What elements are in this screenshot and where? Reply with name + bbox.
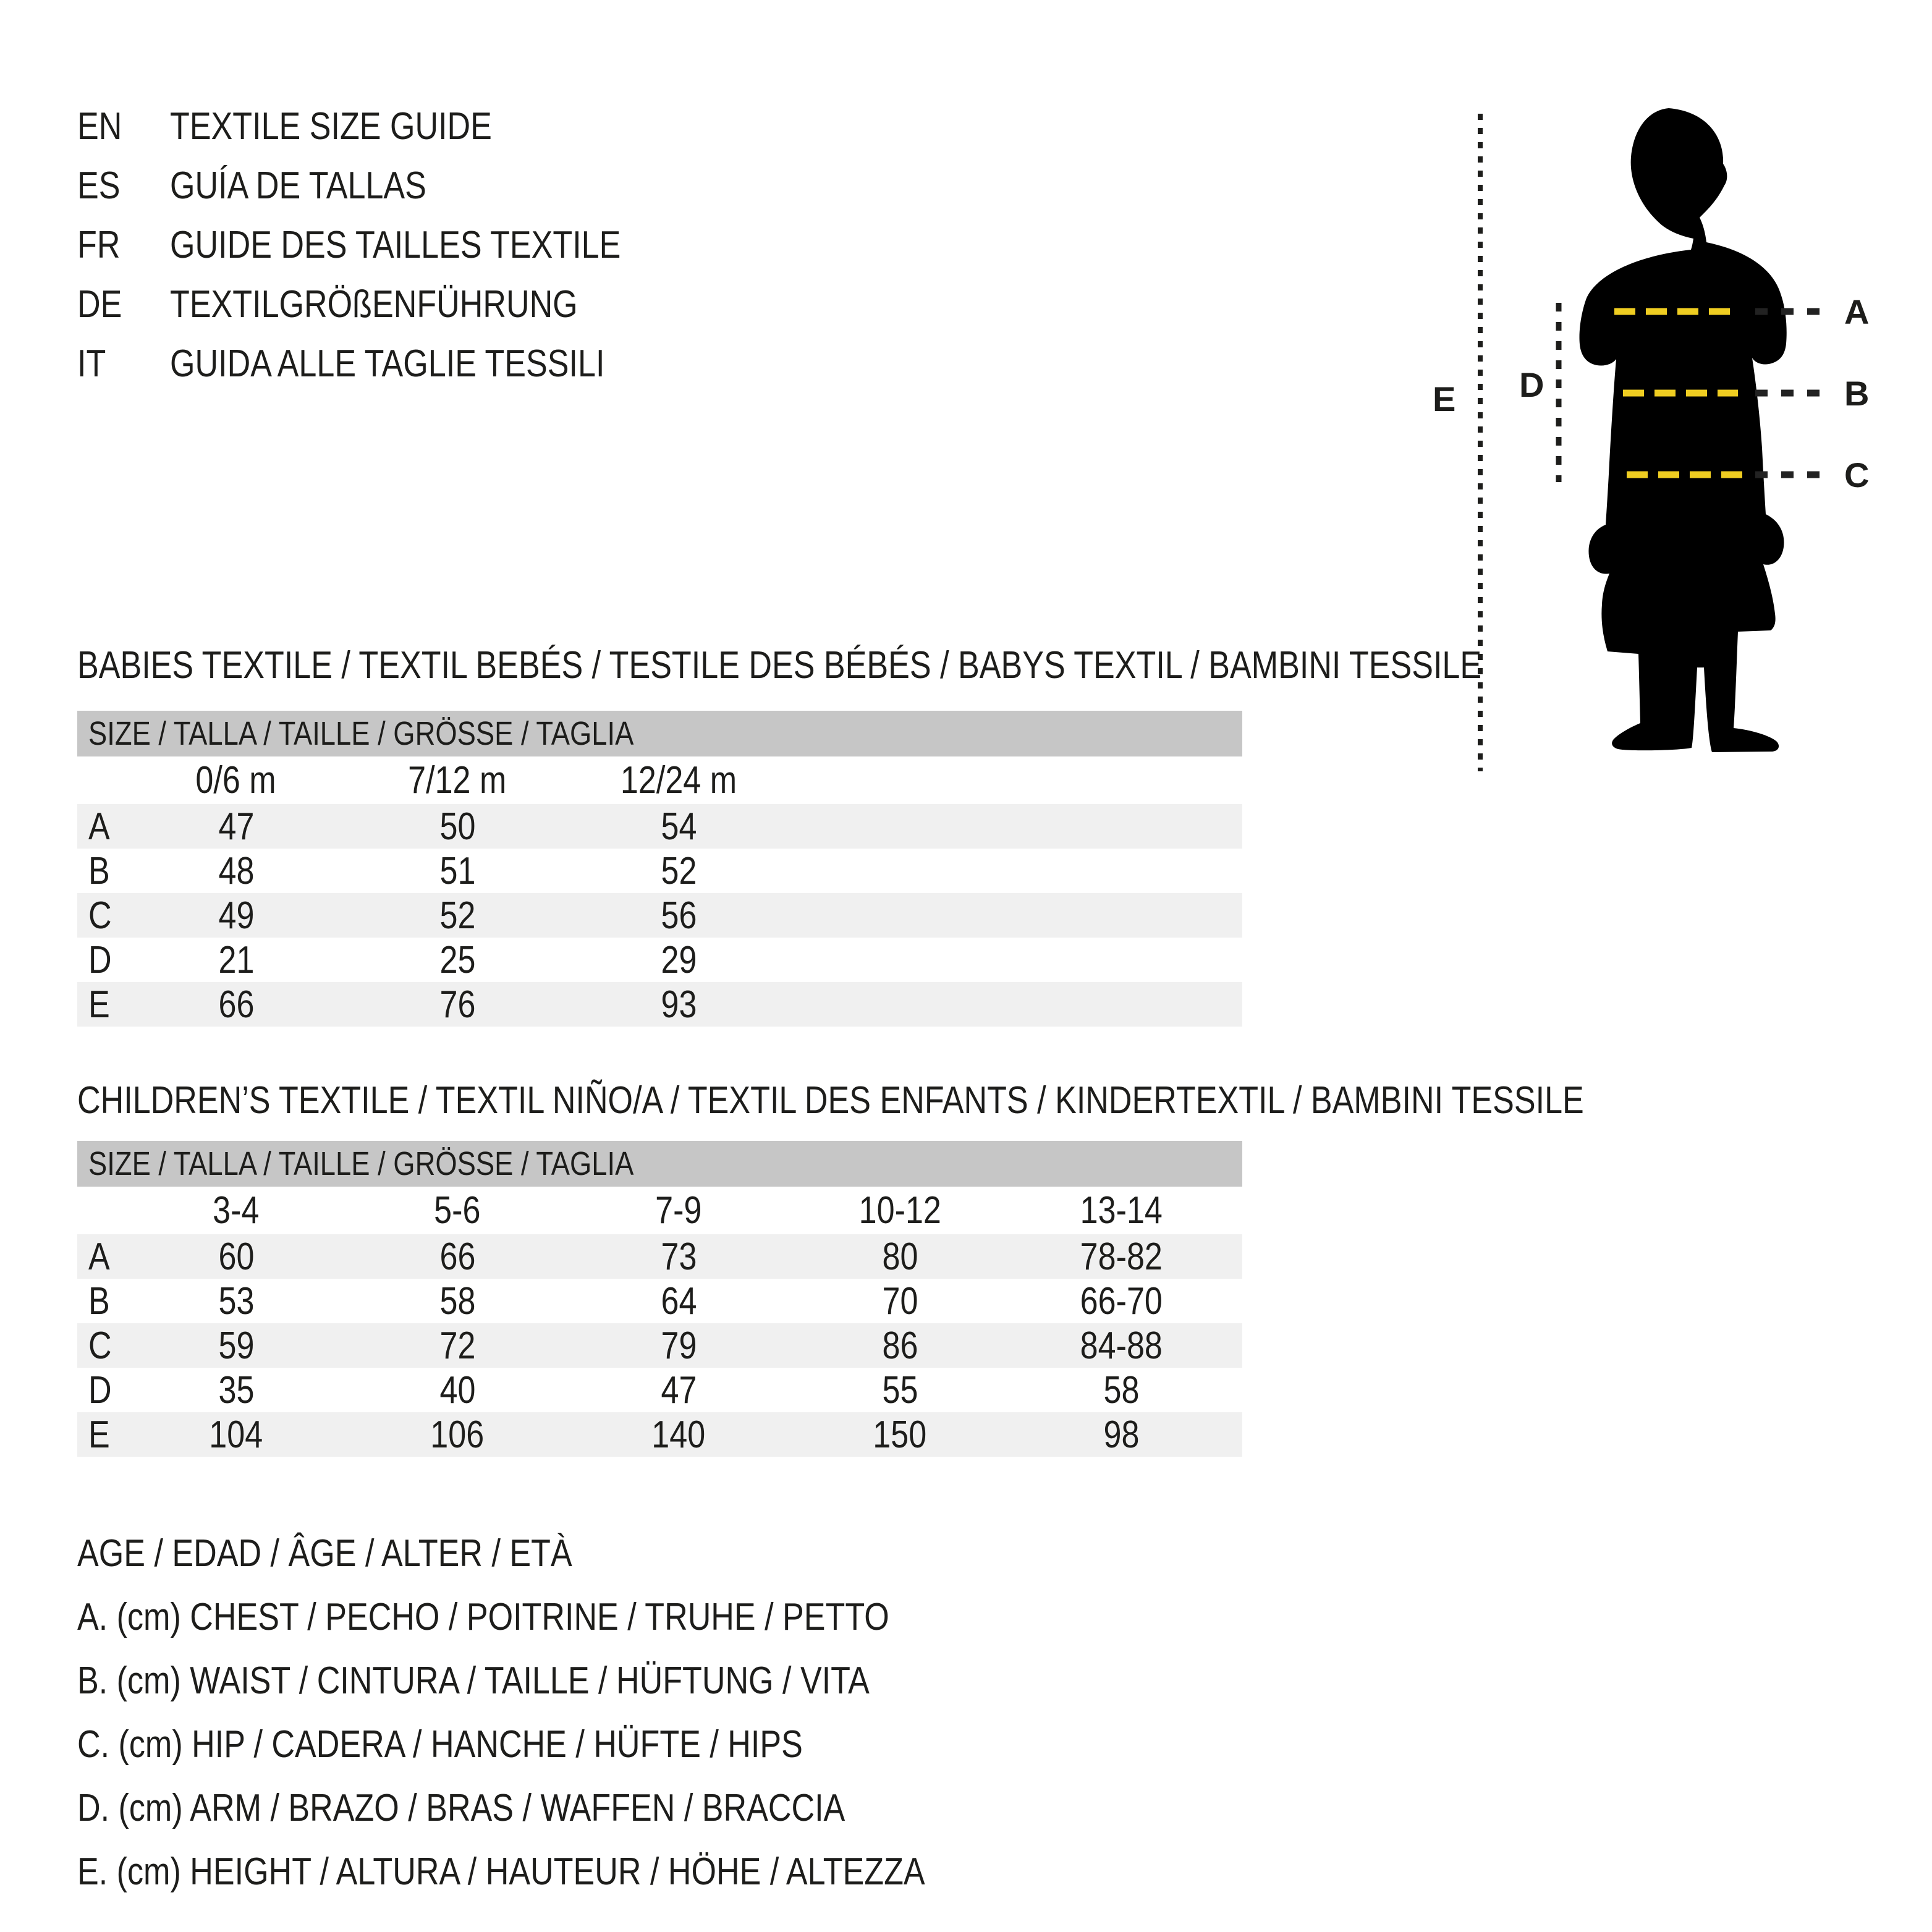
language-list	[77, 97, 706, 394]
children-col-3-4: 3-4	[213, 1189, 260, 1232]
children-column-header-row	[77, 1187, 1242, 1234]
babies-size-table	[77, 711, 1242, 1027]
legend-height: E. (cm) HEIGHT / ALTURA / HAUTEUR / HÖHE / ALTEZZA	[77, 1850, 925, 1893]
babies-col-0-6m: 0/6 m	[195, 759, 277, 802]
lang-code-fr: FR	[77, 224, 121, 266]
table-row: A 60 66 73 80 78-82	[77, 1234, 1242, 1279]
babies-size-header-bar: SIZE / TALLA / TAILLE / GRÖSSE / TAGLIA	[77, 711, 1242, 756]
table-row: D 21 25 29	[88, 938, 697, 981]
children-section-title: CHILDREN’S TEXTILE / TEXTIL NIÑO/A / TEXTIL DES ENFANTS / KINDERTEXTIL / BAMBINI TESSILE	[77, 1079, 1584, 1122]
language-row-en	[77, 97, 706, 156]
language-row-de	[77, 275, 706, 334]
table-row: B 53 58 64 70 66-70	[88, 1279, 1163, 1323]
legend-arm: D. (cm) ARM / BRAZO / BRAS / WAFFEN / BRACCIA	[77, 1787, 845, 1829]
lang-title-de: TEXTILGRÖßENFÜHRUNG	[170, 283, 578, 326]
measurement-figure	[1421, 99, 1904, 810]
waist-label: B	[1844, 374, 1870, 413]
children-size-table	[77, 1141, 1242, 1457]
lang-title-en: TEXTILE SIZE GUIDE	[170, 105, 492, 148]
table-row: A 47 50 54	[77, 804, 1242, 849]
height-label: E	[1433, 379, 1456, 418]
lang-code-it: IT	[77, 342, 106, 385]
table-row: E 66 76 93	[77, 982, 1242, 1027]
lang-title-it: GUIDA ALLE TAGLIE TESSILI	[170, 342, 605, 385]
legend-hip: C. (cm) HIP / CADERA / HANCHE / HÜFTE / HIPS	[77, 1723, 803, 1766]
chest-label: A	[1844, 292, 1870, 331]
children-col-5-6: 5-6	[434, 1189, 481, 1232]
lang-title-es: GUÍA DE TALLAS	[170, 164, 426, 207]
table-row: E 104 106 140 150 98	[77, 1412, 1242, 1457]
babies-col-12-24m: 12/24 m	[620, 759, 737, 802]
babies-section-title: BABIES TEXTILE / TEXTIL BEBÉS / TESTILE DES BÉBÉS / BABYS TEXTIL / BAMBINI TESSILE	[77, 644, 1482, 687]
children-col-7-9: 7-9	[655, 1189, 702, 1232]
babies-column-header-row	[77, 756, 1242, 804]
children-col-10-12: 10-12	[858, 1189, 941, 1232]
table-row: D 35 40 47 55 58	[88, 1368, 1139, 1412]
table-row: C 49 52 56	[77, 893, 1242, 938]
measurement-legend	[77, 1522, 1087, 1904]
legend-age: AGE / EDAD / ÂGE / ALTER / ETÀ	[77, 1532, 572, 1575]
hip-label: C	[1844, 455, 1870, 494]
lang-code-es: ES	[77, 164, 121, 207]
children-size-header-bar: SIZE / TALLA / TAILLE / GRÖSSE / TAGLIA	[77, 1141, 1242, 1187]
arm-label: D	[1519, 365, 1544, 404]
children-col-13-14: 13-14	[1080, 1189, 1163, 1232]
babies-col-7-12m: 7/12 m	[408, 759, 507, 802]
lang-title-fr: GUIDE DES TAILLES TEXTILE	[170, 224, 621, 266]
language-row-es	[77, 156, 706, 216]
lang-code-en: EN	[77, 105, 122, 148]
legend-waist: B. (cm) WAIST / CINTURA / TAILLE / HÜFTUNG / VITA	[77, 1659, 870, 1702]
lang-code-de: DE	[77, 283, 122, 326]
legend-chest: A. (cm) CHEST / PECHO / POITRINE / TRUHE / PETTO	[77, 1596, 889, 1638]
table-row: B 48 51 52	[88, 849, 697, 892]
language-row-it	[77, 334, 706, 394]
table-row: C 59 72 79 86 84-88	[77, 1323, 1242, 1368]
language-row-fr	[77, 216, 706, 275]
